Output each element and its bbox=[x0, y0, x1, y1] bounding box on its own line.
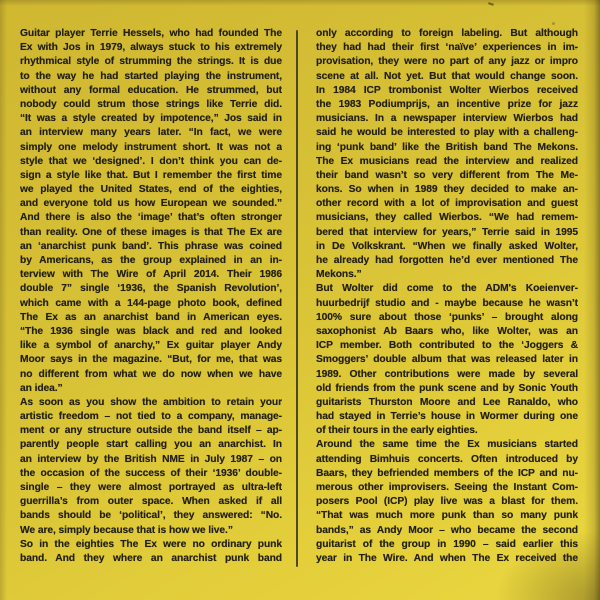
text-line: band. And they where an anarchist punk band bbox=[20, 552, 282, 564]
text-line: said he would be interested to play with a challeng- bbox=[316, 127, 578, 139]
text-line: kons. So when in 1989 they decided to make an- bbox=[316, 184, 578, 196]
text-line: artistic freedom – not tied to a company, manage- bbox=[20, 411, 282, 423]
text-line: huurbedrijf studio and - maybe because he wasn’t bbox=[316, 297, 578, 309]
text-line: simply one melody instrument short. It was not a bbox=[20, 141, 282, 153]
dust-speck bbox=[488, 2, 494, 6]
text-line: “The 1936 single was black and red and looked bbox=[20, 325, 282, 337]
text-line: We are, simply because that is how we live.” bbox=[20, 524, 233, 536]
paragraph bbox=[316, 438, 578, 566]
text-line: The Ex musicians read the interview and realized bbox=[316, 155, 578, 167]
text-line: double 7” single ‘1936, the Spanish Revolution’, bbox=[20, 283, 282, 295]
text-line: Mekons.” bbox=[316, 269, 362, 281]
text-line: style that we ‘designed’. I don’t think you can de- bbox=[20, 155, 282, 167]
text-line: musicians. In a newspaper interview Wierbos had bbox=[316, 113, 578, 125]
paragraph bbox=[20, 396, 282, 538]
text-line: bered that interview for years,” Terrie said in 1995 bbox=[316, 226, 578, 238]
text-line: posers Pool (ICP) play live was a blast for them. bbox=[316, 496, 578, 508]
text-line: an interview by the British NME in July 1987 – on bbox=[20, 453, 282, 465]
text-line: had stayed in Terrie’s house in Wormer during one bbox=[316, 411, 578, 423]
text-line: provisation, they were no part of any jazz or impro bbox=[316, 56, 578, 68]
text-line: Guitar player Terrie Hessels, who had founded The bbox=[20, 28, 282, 39]
text-line: only according to foreign labeling. But although bbox=[316, 28, 578, 39]
paragraph bbox=[20, 27, 282, 396]
text-line: the 1983 Podiumprijs, an incentive prize for jazz bbox=[316, 98, 578, 110]
text-line: Moor says in the magazine. “But, for me, that was bbox=[20, 354, 282, 366]
text-line: than reality. One of these images is that The Ex are bbox=[20, 226, 282, 238]
text-line: they had had their first ‘naïve’ experiences in im- bbox=[316, 42, 578, 54]
text-line: terview with The Wire of April 2014. Their 1986 bbox=[20, 269, 282, 281]
text-line: old friends from the punk scene and by Sonic Youth bbox=[316, 382, 578, 394]
text-line: guitarist of the group in 1990 – said earlier this bbox=[316, 538, 578, 550]
text-column-right bbox=[316, 27, 578, 566]
text-line: ICP member. Both contributed to the ‘Joggers & bbox=[316, 340, 578, 352]
text-line: Around the same time the Ex musicians started bbox=[316, 439, 578, 451]
text-line: merous other improvisers. Seeing the Instant Com- bbox=[316, 482, 578, 493]
text-line: Ex with Jos in 1979, always stuck to his extremely bbox=[20, 42, 282, 54]
column-divider bbox=[296, 30, 298, 567]
text-line: year in The Wire. And when The Ex received the bbox=[316, 552, 578, 564]
text-line: single – they were almost portrayed as ultra-left bbox=[20, 482, 282, 493]
text-line: bands,” as Andy Moor – who became the second bbox=[316, 524, 578, 536]
text-column-left bbox=[20, 27, 282, 566]
text-line: we played the United States, end of the eighties, bbox=[20, 184, 282, 196]
text-line: But Wolter did come to the ADM's Koeienver- bbox=[316, 283, 578, 295]
text-line: parently people start calling you an anarchist. In bbox=[20, 439, 282, 451]
text-line: 1989. Other contributions were made by several bbox=[316, 368, 578, 380]
text-line: “It was a style created by impotence,” Jos said in bbox=[20, 113, 282, 125]
text-line: guitarists Thurston Moore and Lee Ranaldo, who bbox=[316, 396, 578, 408]
text-line: to the way he had started playing the instrument, bbox=[20, 70, 282, 82]
text-line: in De Volkskrant. “When we finally asked Wolter, bbox=[316, 240, 578, 252]
dust-speck bbox=[552, 22, 555, 25]
text-line: The Ex as an anarchist band in American eyes. bbox=[20, 311, 282, 323]
text-line: nobody could strum those strings like Terrie did. bbox=[20, 98, 282, 110]
text-line: an idea.” bbox=[20, 382, 63, 394]
text-line: As soon as you show the ambition to retain your bbox=[20, 396, 282, 408]
text-line: Smoggers’ double album that was released later in bbox=[316, 354, 578, 366]
text-line: the occasion of the success of their ‘1936’ double- bbox=[20, 467, 282, 479]
text-line: Baars, they befriended members of the ICP and nu- bbox=[316, 467, 578, 479]
text-line: he already had forgotten he’d ever mentioned The bbox=[316, 255, 578, 266]
text-line: which came with a 144-page photo book, defined bbox=[20, 297, 282, 309]
text-line: guerrilla’s from outer space. When asked if all bbox=[20, 496, 282, 508]
text-line: like a symbol of anarchy,” Ex guitar player Andy bbox=[20, 340, 282, 352]
text-line: without any formal education. He strummed, but bbox=[20, 84, 282, 96]
text-line: an interview many years later. “In fact, we were bbox=[20, 127, 282, 139]
text-line: scene at all. Not yet. But that would change soon. bbox=[316, 70, 578, 82]
text-line: ment or any structure outside the band itself – ap- bbox=[20, 425, 282, 437]
dust-speck bbox=[575, 48, 577, 50]
text-line: “That was much more punk than so many punk bbox=[316, 510, 578, 522]
paragraph bbox=[316, 27, 578, 282]
text-line: So in the eighties The Ex were no ordinary punk bbox=[20, 538, 282, 550]
text-line: no different from what we do now when we have bbox=[20, 368, 282, 380]
text-line: sign a style like that. But I remember the first time bbox=[20, 169, 282, 181]
text-line: and everyone told us how European we sounded.” bbox=[20, 198, 282, 210]
paragraph bbox=[316, 282, 578, 438]
text-line: of their tours in the early eighties. bbox=[316, 425, 478, 437]
text-line: other record with a lot of improvisation and guest bbox=[316, 198, 578, 210]
text-line: 100% sure about those ‘punks’ – brought along bbox=[316, 311, 578, 323]
text-line: In 1984 ICP trombonist Wolter Wierbos received bbox=[316, 84, 578, 96]
text-line: And there is also the ‘image’ that’s often stronger bbox=[20, 212, 282, 224]
text-line: musicians, they called Wierbos. “We had remem- bbox=[316, 212, 578, 224]
text-line: an ‘anarchist punk band’. This phrase was coined bbox=[20, 240, 282, 252]
text-line: attending Bimhuis concerts. Often introduced by bbox=[316, 453, 578, 465]
text-line: rhythmical style of strumming the strings. It is due bbox=[20, 56, 282, 68]
text-line: their band wasn’t so very different from The Me- bbox=[316, 169, 578, 181]
text-line: ing ‘punk band’ like the British band The Mekons. bbox=[316, 141, 578, 153]
text-line: bands should be ‘political’, they answered: “No. bbox=[20, 510, 282, 522]
text-line: by Americans, as the group explained in an in- bbox=[20, 255, 282, 266]
paragraph bbox=[20, 538, 282, 566]
text-line: saxophonist Ab Baars who, like Wolter, was an bbox=[316, 325, 578, 337]
